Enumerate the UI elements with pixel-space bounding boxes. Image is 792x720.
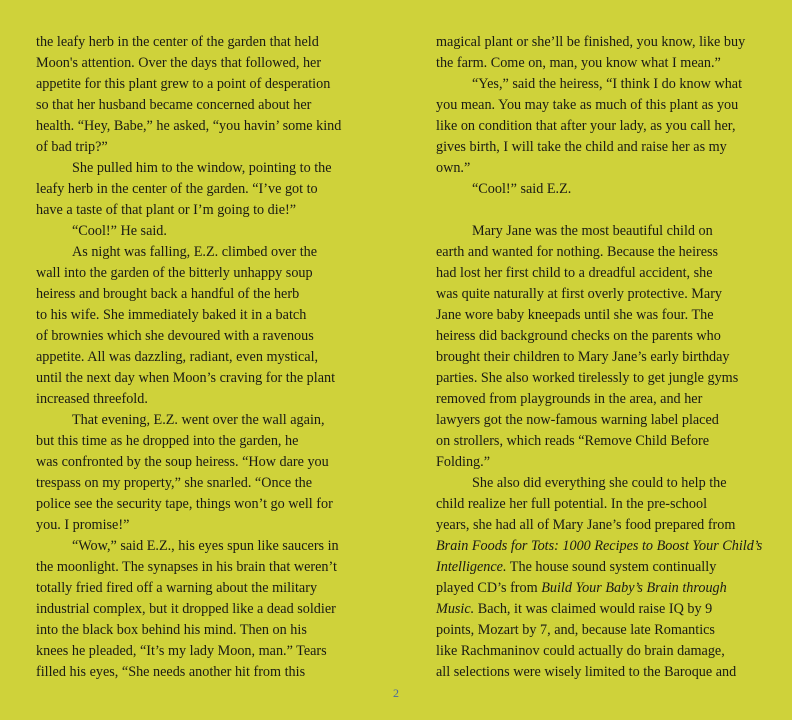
line-text: child realize her full potential. In the pre-school xyxy=(436,496,708,512)
text-line xyxy=(36,95,376,116)
line-text: She pulled him to the window, pointing to the xyxy=(72,160,332,176)
line-text: Bach, it was claimed would raise IQ by 9 xyxy=(474,601,713,617)
text-line xyxy=(436,515,766,536)
line-text: “Cool!” He said. xyxy=(72,223,167,239)
text-line xyxy=(436,578,766,599)
line-text: of brownies which she devoured with a ravenous xyxy=(36,328,314,344)
text-line xyxy=(36,578,376,599)
text-line xyxy=(36,368,376,389)
text-line xyxy=(436,452,766,473)
line-text: played CD’s from xyxy=(436,580,542,596)
line-text: the moonlight. The synapses in his brain that weren’t xyxy=(36,559,337,575)
line-text: into the black box behind his mind. Then on his xyxy=(36,622,307,638)
line-text: magical plant or she’ll be finished, you know, like buy xyxy=(436,34,746,50)
text-line xyxy=(36,116,376,137)
text-line xyxy=(36,32,376,53)
line-text: Moon's attention. Over the days that followed, her xyxy=(36,55,322,71)
text-line xyxy=(436,368,766,389)
text-line xyxy=(36,221,376,242)
line-text: heiress did background checks on the parents who xyxy=(436,328,721,344)
line-text: years, she had all of Mary Jane’s food prepared from xyxy=(436,517,736,533)
line-text: heiress and brought back a handful of the herb xyxy=(36,286,300,302)
line-text: until the next day when Moon’s craving for the plant xyxy=(36,370,336,386)
text-line xyxy=(36,242,376,263)
text-line xyxy=(436,620,766,641)
text-line xyxy=(436,473,766,494)
book-title-italic: Build Your Baby’s Brain through xyxy=(541,580,727,596)
text-line xyxy=(36,305,376,326)
line-text: own.” xyxy=(436,160,471,176)
line-text: “Cool!” said E.Z. xyxy=(472,181,572,197)
line-text: Folding.” xyxy=(436,454,490,470)
line-text: trespass on my property,” she snarled. “Once the xyxy=(36,475,313,491)
text-line xyxy=(36,620,376,641)
line-text: so that her husband became concerned about her xyxy=(36,97,312,113)
text-line xyxy=(436,32,766,53)
text-line xyxy=(36,515,376,536)
text-line xyxy=(36,137,376,158)
text-line xyxy=(436,242,766,263)
line-text: Mary Jane was the most beautiful child on xyxy=(472,223,713,239)
text-line xyxy=(436,557,766,578)
text-line xyxy=(436,599,766,620)
text-line xyxy=(436,158,766,179)
line-text: earth and wanted for nothing. Because the heiress xyxy=(436,244,719,260)
line-text: police see the security tape, things won’t go well for xyxy=(36,496,333,512)
line-text: was quite naturally at first overly protective. Mary xyxy=(436,286,723,302)
text-line xyxy=(36,473,376,494)
line-text: you mean. You may take as much of this plant as you xyxy=(436,97,739,113)
text-line xyxy=(36,74,376,95)
text-line xyxy=(36,263,376,284)
line-text: of bad trip?” xyxy=(36,139,108,155)
text-line xyxy=(36,410,376,431)
text-line xyxy=(36,557,376,578)
line-text: wall into the garden of the bitterly unhappy soup xyxy=(36,265,313,281)
text-line xyxy=(36,326,376,347)
line-text: As night was falling, E.Z. climbed over the xyxy=(72,244,318,260)
text-line xyxy=(436,389,766,410)
line-text: points, Mozart by 7, and, because late Romantics xyxy=(436,622,715,638)
line-text: removed from playgrounds in the area, and her xyxy=(436,391,703,407)
line-text: parties. She also worked tirelessly to get jungle gyms xyxy=(436,370,739,386)
text-line xyxy=(436,74,766,95)
line-text: filled his eyes, “She needs another hit from this xyxy=(36,664,306,680)
text-line xyxy=(436,347,766,368)
line-text: like Rachmaninov could actually do brain damage, xyxy=(436,643,725,659)
line-text: all selections were wisely limited to the Baroque and xyxy=(436,664,737,680)
line-text: brought their children to Mary Jane’s early birthday xyxy=(436,349,730,365)
line-text: health. “Hey, Babe,” he asked, “you havin’ some kind xyxy=(36,118,342,134)
line-text: lawyers got the now-famous warning label placed xyxy=(436,412,719,428)
text-line xyxy=(36,284,376,305)
text-line xyxy=(36,158,376,179)
text-line xyxy=(36,641,376,662)
line-text: have a taste of that plant or I’m going to die!” xyxy=(36,202,297,218)
text-line xyxy=(436,305,766,326)
book-title-italic: Brain Foods for Tots: 1000 Recipes to Boost Your Child’s xyxy=(436,538,763,554)
line-text: you. I promise!” xyxy=(36,517,130,533)
text-line xyxy=(436,263,766,284)
text-line xyxy=(36,53,376,74)
line-text: was confronted by the soup heiress. “How dare you xyxy=(36,454,329,470)
line-text: She also did everything she could to help the xyxy=(472,475,727,491)
line-text: the farm. Come on, man, you know what I mean.” xyxy=(436,55,721,71)
line-text: knees he pleaded, “It’s my lady Moon, man.” Tears xyxy=(36,643,327,659)
line-text: the leafy herb in the center of the garden that held xyxy=(36,34,319,50)
line-text: to his wife. She immediately baked it in a batch xyxy=(36,307,307,323)
line-text: “Wow,” said E.Z., his eyes spun like saucers in xyxy=(72,538,339,554)
line-text: appetite for this plant grew to a point of desperation xyxy=(36,76,331,92)
text-line xyxy=(436,95,766,116)
text-line xyxy=(36,662,376,683)
paragraph-break xyxy=(436,200,766,221)
text-line xyxy=(36,347,376,368)
line-text: gives birth, I will take the child and raise her as my xyxy=(436,139,727,155)
line-text: had lost her first child to a dreadful accident, she xyxy=(436,265,713,281)
line-text: appetite. All was dazzling, radiant, even mystical, xyxy=(36,349,319,365)
text-line xyxy=(36,200,376,221)
line-text: “Yes,” said the heiress, “I think I do know what xyxy=(472,76,743,92)
right-text-column xyxy=(436,32,766,683)
line-text: Jane wore baby kneepads until she was four. The xyxy=(436,307,714,323)
line-text: increased threefold. xyxy=(36,391,148,407)
text-line xyxy=(436,221,766,242)
line-text: but this time as he dropped into the garden, he xyxy=(36,433,299,449)
line-text: The house sound system continually xyxy=(506,559,717,575)
text-line xyxy=(36,179,376,200)
text-line xyxy=(36,431,376,452)
text-line xyxy=(36,494,376,515)
text-line xyxy=(436,494,766,515)
line-text: like on condition that after your lady, as you call her, xyxy=(436,118,736,134)
text-line xyxy=(36,389,376,410)
text-line xyxy=(436,536,766,557)
text-line xyxy=(436,179,766,200)
text-line xyxy=(436,410,766,431)
line-text: industrial complex, but it dropped like a dead soldier xyxy=(36,601,336,617)
text-line xyxy=(36,536,376,557)
line-text: That evening, E.Z. went over the wall again, xyxy=(72,412,325,428)
text-line xyxy=(436,284,766,305)
book-title-italic: Music. xyxy=(436,601,475,617)
text-line xyxy=(436,662,766,683)
line-text: leafy herb in the center of the garden. “I’ve got to xyxy=(36,181,318,197)
line-text: on strollers, which reads “Remove Child Before xyxy=(436,433,710,449)
text-line xyxy=(436,137,766,158)
text-line xyxy=(36,599,376,620)
text-line xyxy=(436,326,766,347)
book-title-italic: Intelligence. xyxy=(436,559,507,575)
text-line xyxy=(436,53,766,74)
text-line xyxy=(436,641,766,662)
text-line xyxy=(436,116,766,137)
text-line xyxy=(36,452,376,473)
line-text: totally fried fired off a warning about the military xyxy=(36,580,318,596)
left-text-column xyxy=(36,32,376,683)
text-line xyxy=(436,431,766,452)
page-number: 2 xyxy=(393,686,399,700)
